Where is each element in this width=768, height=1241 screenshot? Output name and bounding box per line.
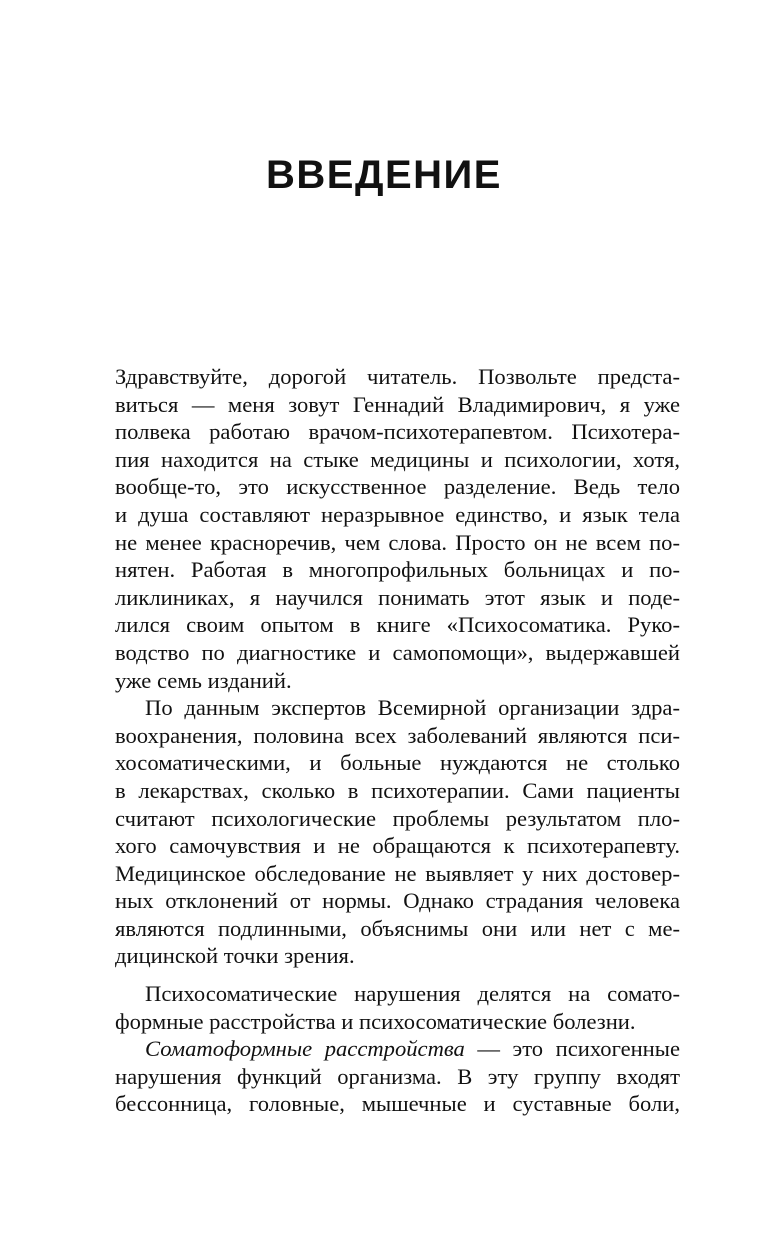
paragraph-line: хого самочувствия и не обращаются к психотерапевту.	[115, 833, 680, 859]
paragraph-line: Медицинское обследование не выявляет у них достовер-	[115, 860, 680, 886]
paragraph-line: лился своим опытом в книге «Психосоматика. Руко-	[115, 612, 680, 638]
paragraph-line: нарушения функций организма. В эту группу входят	[115, 1063, 680, 1089]
paragraph-line: и душа составляют неразрывное единство, и язык тела	[115, 501, 680, 527]
paragraph-line: Здравствуйте, дорогой читатель. Позвольте предста-	[115, 364, 680, 389]
paragraph-2	[115, 694, 680, 970]
text-section-1	[115, 363, 680, 970]
paragraph-line: уже семь изданий.	[115, 667, 292, 693]
paragraph-line: являются подлинными, объяснимы они или нет с ме-	[115, 915, 680, 941]
paragraph-line: водство по диагностике и самопомощи», выдержавшей	[115, 639, 680, 665]
paragraph-line: ных отклонений от нормы. Однако страдания человека	[115, 888, 680, 914]
paragraph-line: дицинской точки зрения.	[115, 943, 355, 969]
paragraph-line: пия находится на стыке медицины и психологии, хотя,	[115, 446, 680, 472]
paragraph-line: По данным экспертов Всемирной организации здра-	[145, 695, 680, 721]
paragraph-line: бессонница, головные, мышечные и суставные боли,	[115, 1091, 680, 1117]
paragraph-line: воохранения, половина всех заболеваний являются пси-	[115, 722, 680, 748]
paragraph-line: нятен. Работая в многопрофильных больницах и по-	[115, 557, 680, 583]
paragraph-3	[115, 980, 680, 1035]
paragraph-line	[115, 1035, 680, 1063]
chapter-title: ВВЕДЕНИЕ	[266, 153, 502, 197]
text-section-2	[115, 980, 680, 1118]
paragraph-line: ликлиниках, я научился понимать этот язык и поде-	[115, 584, 680, 610]
paragraph-4	[115, 1035, 680, 1118]
paragraph-line: вообще-то, это искусственное разделение. Ведь тело	[115, 474, 680, 500]
paragraph-line: не менее красноречив, чем слова. Просто он не всем по-	[115, 529, 680, 555]
paragraph-line: формные расстройства и психосоматические болезни.	[115, 1008, 636, 1034]
term-italic: Соматоформные расстройства	[145, 1036, 465, 1062]
paragraph-line: полвека работаю врачом-психотерапевтом. Психотера-	[115, 419, 680, 445]
paragraph-line: считают психологические проблемы результатом пло-	[115, 805, 680, 831]
paragraph-line: хосоматическими, и больные нуждаются не столько	[115, 750, 680, 776]
paragraph-1	[115, 363, 680, 694]
paragraph-line: Психосоматические нарушения делятся на сомато-	[145, 981, 680, 1006]
paragraph-line: в лекарствах, сколько в психотерапии. Сами пациенты	[115, 777, 680, 803]
term-definition: — это психогенные	[464, 1036, 680, 1062]
paragraph-line: виться — меня зовут Геннадий Владимирович, я уже	[115, 391, 680, 417]
